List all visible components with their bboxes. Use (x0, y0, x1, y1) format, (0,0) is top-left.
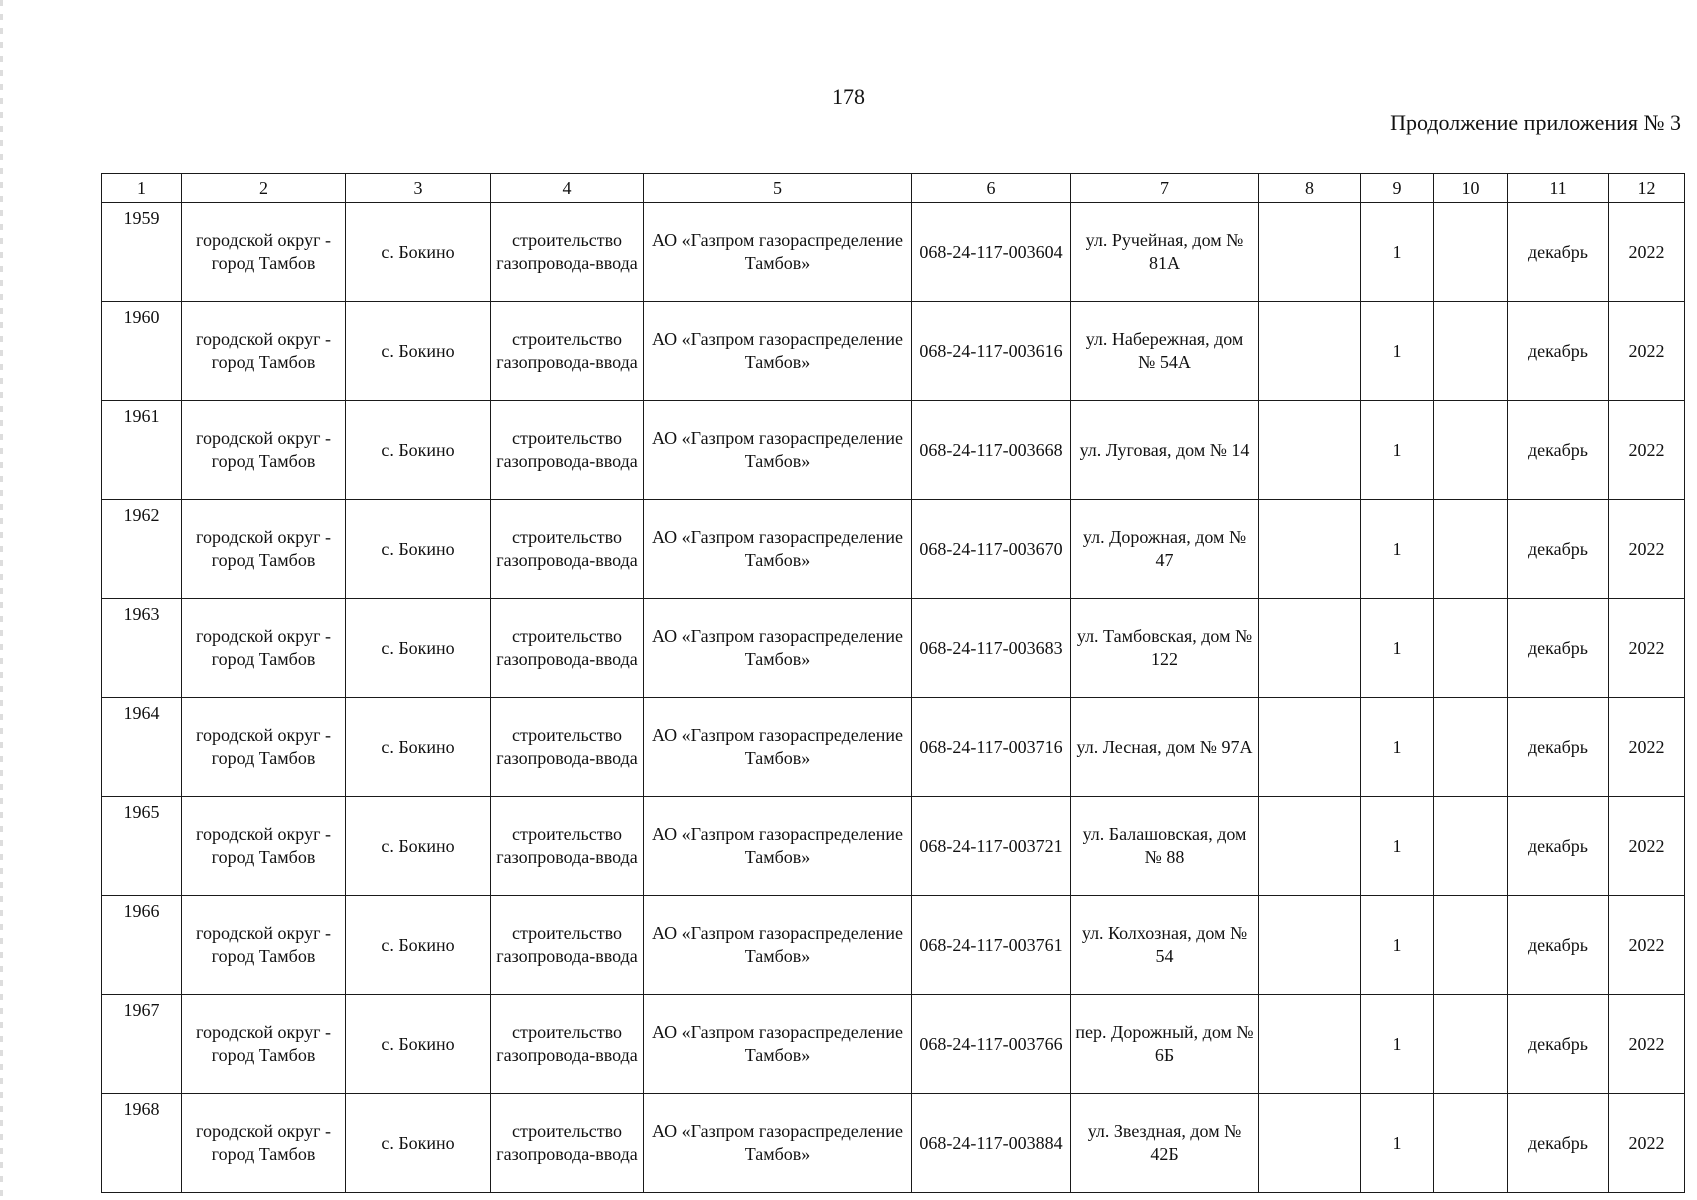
header-cell: 7 (1071, 174, 1259, 203)
header-cell: 4 (491, 174, 644, 203)
month-cell: декабрь (1508, 797, 1609, 896)
work-type-cell: строительство газопровода-ввода (491, 995, 644, 1094)
column-8-cell (1259, 599, 1361, 698)
quantity-cell: 1 (1361, 797, 1434, 896)
organization-cell: АО «Газпром газораспределение Тамбов» (644, 401, 912, 500)
locality-cell: с. Бокино (346, 995, 491, 1094)
table-row (102, 203, 1685, 302)
address-cell: ул. Тамбовская, дом № 122 (1071, 599, 1259, 698)
address-cell: ул. Колхозная, дом № 54 (1071, 896, 1259, 995)
header-row (102, 174, 1685, 203)
work-type-cell: строительство газопровода-ввода (491, 302, 644, 401)
column-10-cell (1434, 203, 1508, 302)
column-10-cell (1434, 401, 1508, 500)
table-row (102, 698, 1685, 797)
row-number-cell: 1964 (102, 698, 182, 797)
table-row (102, 1094, 1685, 1193)
object-code-cell: 068-24-117-003683 (912, 599, 1071, 698)
column-8-cell (1259, 203, 1361, 302)
table-row (102, 896, 1685, 995)
table-row (102, 302, 1685, 401)
work-type-cell: строительство газопровода-ввода (491, 1094, 644, 1193)
quantity-cell: 1 (1361, 1094, 1434, 1193)
address-cell: ул. Звездная, дом № 42Б (1071, 1094, 1259, 1193)
work-type-cell: строительство газопровода-ввода (491, 401, 644, 500)
organization-cell: АО «Газпром газораспределение Тамбов» (644, 203, 912, 302)
appendix-note: Продолжение приложения № 3 (1390, 110, 1681, 135)
year-cell: 2022 (1609, 203, 1685, 302)
year-cell: 2022 (1609, 698, 1685, 797)
row-number-cell: 1963 (102, 599, 182, 698)
row-number-cell: 1968 (102, 1094, 182, 1193)
month-cell: декабрь (1508, 1094, 1609, 1193)
locality-cell: с. Бокино (346, 797, 491, 896)
address-cell: ул. Лесная, дом № 97А (1071, 698, 1259, 797)
quantity-cell: 1 (1361, 203, 1434, 302)
address-cell: ул. Луговая, дом № 14 (1071, 401, 1259, 500)
work-type-cell: строительство газопровода-ввода (491, 500, 644, 599)
row-number-cell: 1962 (102, 500, 182, 599)
column-8-cell (1259, 995, 1361, 1094)
address-cell: ул. Набережная, дом № 54А (1071, 302, 1259, 401)
address-cell: пер. Дорожный, дом № 6Б (1071, 995, 1259, 1094)
address-cell: ул. Балашовская, дом № 88 (1071, 797, 1259, 896)
district-cell: городской округ - город Тамбов (182, 896, 346, 995)
work-type-cell: строительство газопровода-ввода (491, 599, 644, 698)
organization-cell: АО «Газпром газораспределение Тамбов» (644, 896, 912, 995)
header-cell: 6 (912, 174, 1071, 203)
organization-cell: АО «Газпром газораспределение Тамбов» (644, 599, 912, 698)
column-10-cell (1434, 797, 1508, 896)
work-type-cell: строительство газопровода-ввода (491, 698, 644, 797)
quantity-cell: 1 (1361, 500, 1434, 599)
column-8-cell (1259, 698, 1361, 797)
row-number-cell: 1961 (102, 401, 182, 500)
header-cell: 3 (346, 174, 491, 203)
row-number-cell: 1965 (102, 797, 182, 896)
month-cell: декабрь (1508, 698, 1609, 797)
month-cell: декабрь (1508, 401, 1609, 500)
column-8-cell (1259, 401, 1361, 500)
locality-cell: с. Бокино (346, 698, 491, 797)
table-row (102, 401, 1685, 500)
quantity-cell: 1 (1361, 995, 1434, 1094)
quantity-cell: 1 (1361, 698, 1434, 797)
column-10-cell (1434, 1094, 1508, 1193)
scan-edge (0, 0, 3, 1200)
row-number-cell: 1960 (102, 302, 182, 401)
quantity-cell: 1 (1361, 896, 1434, 995)
district-cell: городской округ - город Тамбов (182, 203, 346, 302)
quantity-cell: 1 (1361, 401, 1434, 500)
column-8-cell (1259, 797, 1361, 896)
district-cell: городской округ - город Тамбов (182, 401, 346, 500)
locality-cell: с. Бокино (346, 1094, 491, 1193)
column-8-cell (1259, 1094, 1361, 1193)
year-cell: 2022 (1609, 995, 1685, 1094)
address-cell: ул. Ручейная, дом № 81А (1071, 203, 1259, 302)
object-code-cell: 068-24-117-003716 (912, 698, 1071, 797)
locality-cell: с. Бокино (346, 203, 491, 302)
district-cell: городской округ - город Тамбов (182, 500, 346, 599)
locality-cell: с. Бокино (346, 401, 491, 500)
column-10-cell (1434, 302, 1508, 401)
registry-table (101, 173, 1685, 1193)
column-10-cell (1434, 995, 1508, 1094)
locality-cell: с. Бокино (346, 896, 491, 995)
address-cell: ул. Дорожная, дом № 47 (1071, 500, 1259, 599)
row-number-cell: 1959 (102, 203, 182, 302)
locality-cell: с. Бокино (346, 500, 491, 599)
month-cell: декабрь (1508, 500, 1609, 599)
year-cell: 2022 (1609, 500, 1685, 599)
work-type-cell: строительство газопровода-ввода (491, 203, 644, 302)
month-cell: декабрь (1508, 599, 1609, 698)
district-cell: городской округ - город Тамбов (182, 1094, 346, 1193)
object-code-cell: 068-24-117-003670 (912, 500, 1071, 599)
header-cell: 5 (644, 174, 912, 203)
header-cell: 11 (1508, 174, 1609, 203)
table-row (102, 599, 1685, 698)
object-code-cell: 068-24-117-003604 (912, 203, 1071, 302)
month-cell: декабрь (1508, 896, 1609, 995)
column-10-cell (1434, 896, 1508, 995)
quantity-cell: 1 (1361, 599, 1434, 698)
month-cell: декабрь (1508, 302, 1609, 401)
column-10-cell (1434, 698, 1508, 797)
object-code-cell: 068-24-117-003884 (912, 1094, 1071, 1193)
object-code-cell: 068-24-117-003761 (912, 896, 1071, 995)
header-cell: 9 (1361, 174, 1434, 203)
locality-cell: с. Бокино (346, 599, 491, 698)
locality-cell: с. Бокино (346, 302, 491, 401)
month-cell: декабрь (1508, 995, 1609, 1094)
row-number-cell: 1966 (102, 896, 182, 995)
organization-cell: АО «Газпром газораспределение Тамбов» (644, 698, 912, 797)
object-code-cell: 068-24-117-003766 (912, 995, 1071, 1094)
organization-cell: АО «Газпром газораспределение Тамбов» (644, 302, 912, 401)
header-cell: 8 (1259, 174, 1361, 203)
page-number: 178 (832, 84, 865, 109)
object-code-cell: 068-24-117-003721 (912, 797, 1071, 896)
table-row (102, 500, 1685, 599)
header-cell: 12 (1609, 174, 1685, 203)
organization-cell: АО «Газпром газораспределение Тамбов» (644, 995, 912, 1094)
district-cell: городской округ - город Тамбов (182, 302, 346, 401)
column-10-cell (1434, 500, 1508, 599)
table-row (102, 995, 1685, 1094)
column-8-cell (1259, 896, 1361, 995)
year-cell: 2022 (1609, 599, 1685, 698)
year-cell: 2022 (1609, 302, 1685, 401)
row-number-cell: 1967 (102, 995, 182, 1094)
organization-cell: АО «Газпром газораспределение Тамбов» (644, 500, 912, 599)
year-cell: 2022 (1609, 896, 1685, 995)
year-cell: 2022 (1609, 797, 1685, 896)
month-cell: декабрь (1508, 203, 1609, 302)
organization-cell: АО «Газпром газораспределение Тамбов» (644, 1094, 912, 1193)
header-cell: 1 (102, 174, 182, 203)
column-10-cell (1434, 599, 1508, 698)
district-cell: городской округ - город Тамбов (182, 698, 346, 797)
table-row (102, 797, 1685, 896)
district-cell: городской округ - город Тамбов (182, 995, 346, 1094)
header-cell: 2 (182, 174, 346, 203)
organization-cell: АО «Газпром газораспределение Тамбов» (644, 797, 912, 896)
header-cell: 10 (1434, 174, 1508, 203)
district-cell: городской округ - город Тамбов (182, 797, 346, 896)
object-code-cell: 068-24-117-003668 (912, 401, 1071, 500)
district-cell: городской округ - город Тамбов (182, 599, 346, 698)
quantity-cell: 1 (1361, 302, 1434, 401)
column-8-cell (1259, 302, 1361, 401)
year-cell: 2022 (1609, 401, 1685, 500)
object-code-cell: 068-24-117-003616 (912, 302, 1071, 401)
column-8-cell (1259, 500, 1361, 599)
work-type-cell: строительство газопровода-ввода (491, 896, 644, 995)
work-type-cell: строительство газопровода-ввода (491, 797, 644, 896)
year-cell: 2022 (1609, 1094, 1685, 1193)
